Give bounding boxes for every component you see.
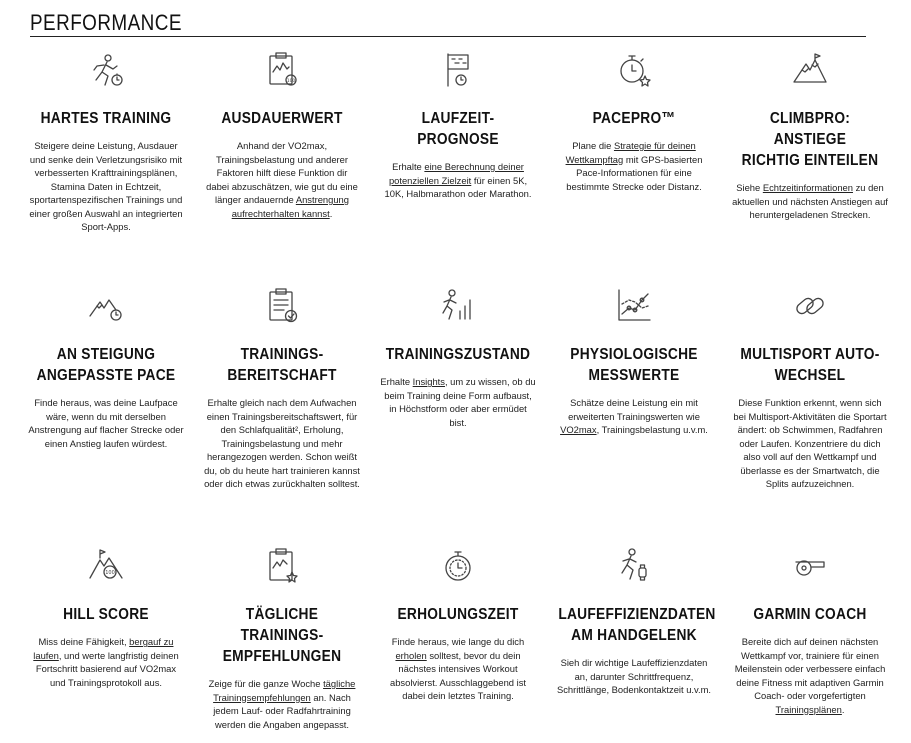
page-header [30,10,866,37]
feature-text: Finde heraus, wie lange du dich [391,636,525,647]
feature-link[interactable]: Insights [412,376,445,387]
feature-text: Erhalte gleich nach dem Aufwachen einen Trainingsbereitschaftswert, für den Schlafqualität², Erholung, Trainingsbelastung und mehr herangezogen werden. Schon weißt du, ob du heute hart trainieren kannst oder dich etwas zurückhalten solltest. [204,397,360,489]
feature-link[interactable]: tägliche Trainingsempfehlungen [213,678,356,703]
feature-link[interactable]: Trainingsplänen [775,703,842,715]
mountain-stopwatch-icon [86,286,126,326]
feature-card [722,546,898,716]
feature-card [194,546,370,731]
feature-description [556,139,712,193]
clipboard-star-icon [262,546,302,586]
feature-text: Miss deine Fähigkeit, [38,636,130,647]
feature-text: Steigere deine Leistung, Ausdauer und senke dein Verletzungsrisiko mit verbesserten Krafttrainingsplänen, Stamina Daten in Echtzeit, sportartenspezifischen Trainings und einer großen Auswahl an integrierten Sport-Apps. [29,140,183,232]
feature-text: Erhalte [392,161,425,172]
feature-text: zu den aktuellen und nächsten Anstiegen auf heruntergeladenen Strecken. [732,182,888,220]
feature-link[interactable]: erholen [395,649,427,661]
feature-text: . [329,207,333,219]
feature-text: Schätze deine Leistung ein mit erweiterten Trainingswerten wie [568,397,700,422]
feature-title: PHYSIOLOGISCHE MESSWERTE [570,346,698,384]
chain-link-icon [790,286,830,326]
runner-stopwatch-icon [86,50,126,90]
mountain-icon [790,50,830,90]
svg-text:100: 100 [286,79,296,84]
line-chart-icon [614,286,654,326]
feature-text: solltest, bevor du dein nächstes intensives Workout absolvierst. Ausschlaggebend ist dabei dein letztes Training. [389,649,527,701]
flag-stopwatch-icon [438,50,478,90]
feature-title: LAUFZEIT-PROGNOSE [417,110,499,148]
feature-description [28,139,184,234]
feature-card [194,286,370,491]
feature-card [370,546,546,703]
feature-description [556,396,712,437]
feature-text: für einen 5K, 10K, Halbmarathon oder Marathon. [384,174,532,199]
feature-link[interactable]: Strategie für deinen Wettkampftag [565,140,696,165]
feature-card [18,50,194,234]
feature-description [380,375,536,429]
feature-title: GARMIN COACH [753,606,867,623]
feature-text: Erhalte [380,376,413,387]
mountain-score-icon [86,546,126,586]
feature-description [732,635,888,716]
feature-title: AN STEIGUNG ANGEPASSTE PACE [36,346,176,384]
runner-bars-icon [438,286,478,326]
feature-link[interactable]: Anstrengung aufrechterhalten kannst [231,194,349,219]
clipboard-check-icon [262,286,302,326]
feature-text: Finde heraus, was deine Laufpace wäre, wenn du mit derselben Anstrengung auf flacher Strecke oder einen Anstieg laufen würdest. [28,397,184,449]
feature-title: PACEPRO™ [592,110,676,127]
feature-description [204,139,360,220]
feature-title: HILL SCORE [63,606,149,623]
page-title: PERFORMANCE [30,10,182,35]
feature-title: CLIMBPRO: ANSTIEGE RICHTIG EINTEILEN [741,110,879,169]
feature-card [546,50,722,193]
feature-card [194,50,370,220]
svg-text:100: 100 [105,570,115,576]
feature-text: Sieh dir wichtige Laufeffizienzdaten an, darunter Schrittfrequenz, Schrittlänge, Bodenkontaktzeit u.v.m. [556,657,712,695]
feature-description [204,677,360,731]
feature-title: LAUFEFFIZIENZDATEN AM HANDGELENK [558,606,716,644]
feature-link[interactable]: VO2max [560,424,597,435]
feature-title: AUSDAUERWERT [221,110,343,127]
feature-description [28,635,184,689]
feature-card [370,50,546,201]
feature-text: Zeige für die ganze Woche [208,678,324,689]
feature-description [732,181,888,222]
feature-text: Plane die [572,140,614,151]
feature-text: , Trainingsbelastung u.v.m. [596,424,708,435]
whistle-icon [790,546,830,586]
feature-description [380,160,536,201]
feature-title: TRAININGS- BEREITSCHAFT [227,346,337,384]
feature-card [722,50,898,222]
feature-link[interactable]: Echtzeitinformationen [762,182,853,193]
feature-description [380,635,536,703]
feature-text: , und werte langfristig deinen Fortschritt basierend auf VO2max und Trainingsprotokoll aus. [35,649,179,688]
feature-card [18,286,194,450]
feature-description [732,396,888,491]
feature-title: MULTISPORT AUTO- WECHSEL [740,346,880,384]
feature-description [204,396,360,491]
stopwatch-star-icon [614,50,654,90]
feature-card [546,286,722,437]
feature-title: ERHOLUNGSZEIT [397,606,519,623]
feature-text: an. Nach jedem Lauf- oder Radfahrtraining werden die Angaben angepasst. [213,691,351,730]
feature-description [28,396,184,450]
feature-card [370,286,546,429]
feature-link[interactable]: eine Berechnung deiner potenziellen Zielzeit [388,161,524,186]
feature-text: Diese Funktion erkennt, wenn sich bei Multisport-Aktivitäten die Sportart ändert: ob Schwimmen, Radfahren oder Laufen. Konzentriere du dich also voll auf den Wettkampf und überlasse es der Smartwatch, die Splits aufzuzeichnen. [733,397,887,489]
feature-text: Bereite dich auf deinen nächsten Wettkampf vor, trainiere für einen Meilenstein oder verbessere einfach deine Fitness mit adaptiven Garmin Coach- oder vorgefertigten [734,636,886,701]
feature-text: Siehe [736,182,763,193]
feature-title: TRAININGSZUSTAND [385,346,531,363]
runner-watch-icon [614,546,654,586]
recovery-stopwatch-icon [438,546,478,586]
feature-text: Anhand der VO2max, Trainingsbelastung und anderer Faktoren hilft diese Funktion dir dabei abzuschätzen, wie gut du eine länger andauernde [206,140,358,205]
feature-text: . [841,703,845,715]
feature-card [722,286,898,491]
feature-title: HARTES TRAINING [40,110,172,127]
feature-text: mit GPS-basierten Pace-Informationen für eine bestimmte Strecke oder Distanz. [566,153,703,192]
feature-description [556,656,712,697]
feature-link[interactable]: bergauf zu laufen [33,636,174,661]
feature-card [18,546,194,689]
clipboard-chart-icon [262,50,302,90]
feature-card [546,546,722,697]
feature-title: TÄGLICHE TRAININGS- EMPFEHLUNGEN [222,606,342,665]
feature-text: , um zu wissen, ob du beim Training deine Form aufbaust, in Höchstform oder aber ermüdet bist. [384,376,536,428]
